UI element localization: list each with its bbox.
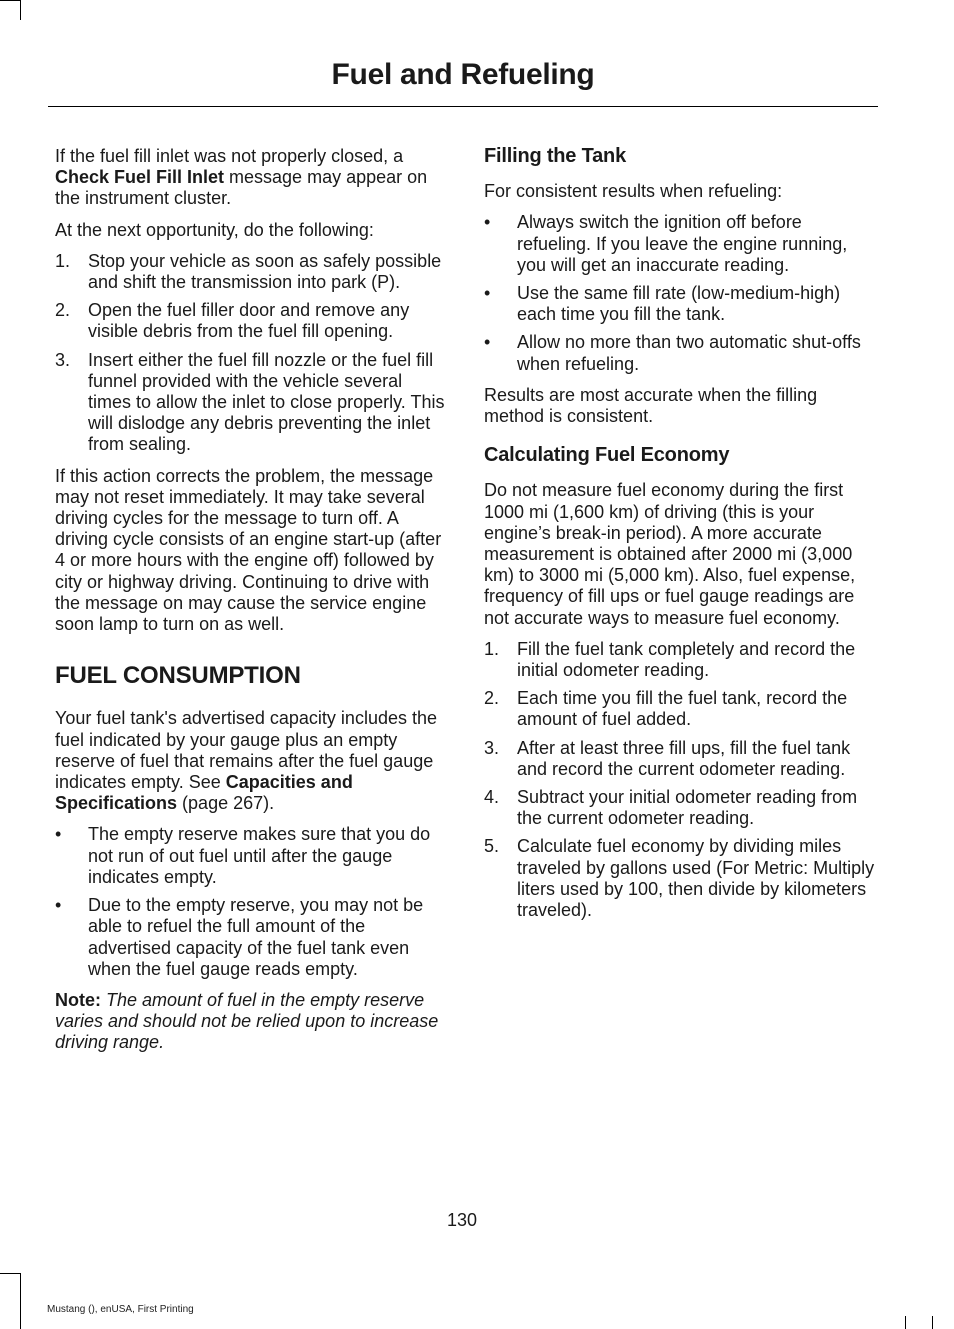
list-item: 1. Fill the fuel tank completely and record the initial odometer reading. — [484, 638, 856, 681]
crop-mark — [20, 1273, 21, 1329]
crop-mark — [0, 1273, 20, 1274]
note-label: Note: — [55, 989, 101, 1010]
list-item: 1. Stop your vehicle as soon as safely possible and shift the transmission into park (P). — [55, 250, 442, 293]
crop-mark — [932, 1316, 933, 1329]
result-paragraph: If this action corrects the problem, the message may not reset immediately. It may take several driving cycles for the message to turn off. A driving cycle consists of an engine start-up (after 4 or more hours with the engine off) followed by city or highway driving. Continuing to drive with the message on may cause the service engine soon lamp to turn on as well. — [55, 465, 442, 635]
economy-intro: Do not measure fuel economy during the first 1000 mi (1,600 km) of driving (this is your engine’s break-in period). A more accurate measurement is obtained after 2000 mi (3,000 km) to 3000 mi (5,000 km). Also, fuel expense, frequency of fill ups or fuel gauge readings are not accurate ways to measure fuel economy. — [484, 480, 856, 628]
note-text: The amount of fuel in the empty reserve varies and should not be relied upon to increase driving range. — [55, 989, 439, 1053]
filling-intro: For consistent results when refueling: — [484, 181, 783, 202]
subsection-title: Filling the Tank — [484, 145, 626, 167]
left-column — [55, 146, 445, 1064]
note — [55, 990, 445, 1054]
procedure-steps — [55, 251, 445, 456]
list-item: • Due to the empty reserve, you may not be able to refuel the full amount of the advertised capacity of the fuel tank even when the fuel gauge reads empty. — [55, 895, 424, 979]
list-item: 3. After at least three fill ups, fill the fuel tank and record the current odometer reading. — [484, 737, 851, 779]
cross-reference: Capacities and Specifications — [55, 772, 353, 814]
crop-mark — [0, 0, 20, 1]
crop-mark — [20, 0, 21, 20]
subsection-title: Calculating Fuel Economy — [484, 444, 730, 467]
list-item: • Allow no more than two automatic shut-offs when refueling. — [484, 332, 861, 374]
title-divider — [48, 106, 878, 107]
instruction-lead: At the next opportunity, do the following: — [55, 219, 374, 240]
intro-paragraph: If the fuel fill inlet was not properly closed, a Check Fuel Fill Inlet message may appear on the instrument cluster. — [55, 146, 428, 209]
filling-result: Results are most accurate when the filling method is consistent. — [484, 384, 818, 427]
footer-text: Mustang (), enUSA, First Printing — [47, 1304, 194, 1315]
section-title: FUEL CONSUMPTION — [55, 662, 301, 690]
economy-steps — [484, 639, 876, 921]
right-column — [484, 146, 876, 931]
list-item: • Always switch the ignition off before refueling. If you leave the engine running, you will get an inaccurate reading. — [484, 212, 848, 275]
list-item: 5. Calculate fuel economy by dividing miles traveled by gallons used (For Metric: Multiply liters used by 100, then divide by kilometers traveled). — [484, 836, 875, 921]
crop-mark — [905, 1316, 906, 1329]
message-name: Check Fuel Fill Inlet — [55, 167, 225, 188]
list-item: 2. Each time you fill the fuel tank, record the amount of fuel added. — [484, 688, 848, 730]
capacity-paragraph: Your fuel tank's advertised capacity includes the fuel indicated by your gauge plus an empty reserve of fuel that remains after the fuel gauge indicates empty. See Capacities and Specifications (page 267). — [55, 708, 437, 814]
list-item: • Use the same fill rate (low-medium-high) each time you fill the tank. — [484, 283, 841, 325]
page-title: Fuel and Refueling — [331, 58, 595, 91]
list-item: 2. Open the fuel filler door and remove any visible debris from the fuel fill opening. — [55, 300, 410, 342]
reserve-bullets — [55, 824, 445, 979]
list-item: • The empty reserve makes sure that you do not run of out fuel until after the gauge indicates empty. — [55, 824, 431, 887]
list-item: 4. Subtract your initial odometer reading from the current odometer reading. — [484, 787, 858, 829]
list-item: 3. Insert either the fuel fill nozzle or the fuel fill funnel provided with the vehicle several times to allow the inlet to close properly. This will dislodge any debris preventing the inlet from sealing. — [55, 349, 445, 455]
page-number: 130 — [446, 1210, 478, 1230]
filling-bullets — [484, 212, 876, 374]
